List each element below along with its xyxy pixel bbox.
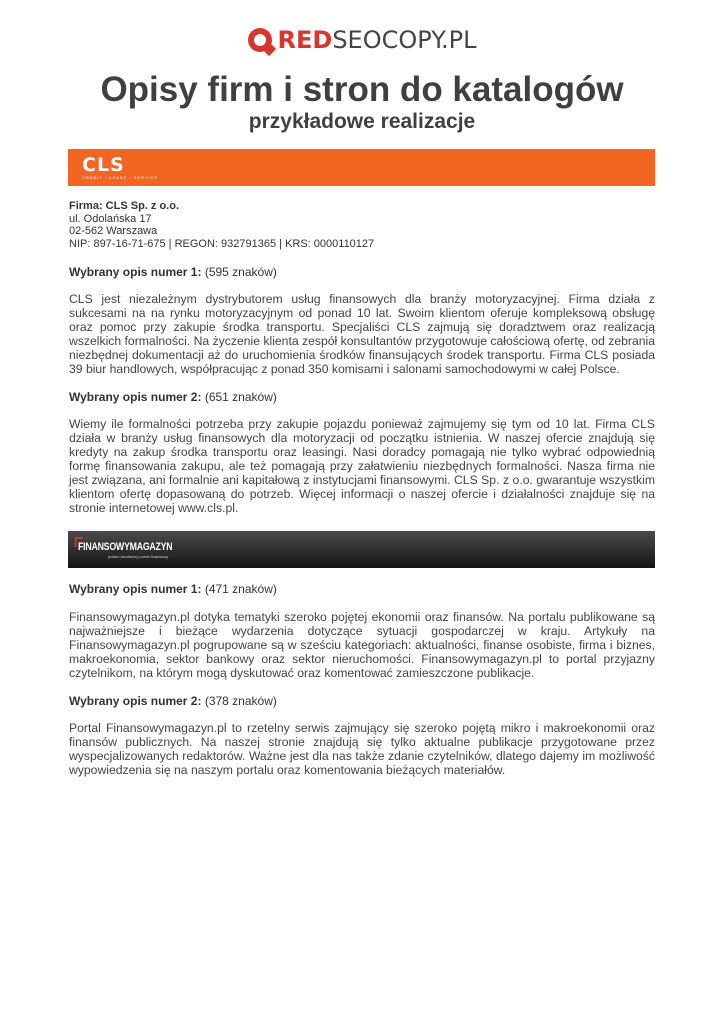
page-subtitle: przykładowe realizacje [248,110,476,133]
desc-label: Wybrany opis numer 2: [69,390,202,404]
cls-tagline: CREDIT · LEASE · SERVICE [82,175,159,180]
company-info [69,200,655,250]
logo-text-red: RED [277,26,333,54]
logo-text [278,26,477,54]
page-title: Opisy firm i stron do katalogów [100,70,624,109]
cls-desc1-heading [69,265,655,279]
finansowymagazyn-banner [68,531,655,568]
company-name: Firma: CLS Sp. z o.o. [69,200,180,212]
desc-label: Wybrany opis numer 1: [69,265,202,279]
fin-desc1-text: Finansowymagazyn.pl dotyka tematyki szeroko pojętej ekonomii oraz finansów. Na portalu publikowane są najważniejsze i bieżące wydarzenia dotyczące sytuacji gospodarczej w kraju. Artykuły na Finansowymagazyn.pl pogrupowane są w sześciu kategoriach: aktualności, finanse osobiste, firma i biznes, makroekonomia, sektor bankowy oraz sektor nieruchomości. Finansowymagazyn.pl to portal przyjazny czytelnikom, na którym mogą dyskutować oraz komentować zamieszczone publikacje. [69,610,655,680]
company-registry: NIP: 897-16-71-675 | REGON: 932791365 | KRS: 0000110127 [69,237,375,250]
cls-desc1-text: CLS jest niezależnym dystrybutorem usług finansowych dla branży motoryzacyjnej. Firma działa z sukcesami na na rynku motoryzacyjnym od ponad 10 lat. Swoim klientom oferuje kompleksową obsługę oraz pomoc przy zakupie środka transportu. Specjaliści CLS zajmują się doradztwem oraz realizacją wszelkich formalności. Na życzenie klienta zespół konsultantów przygotowuje całościową ofertę, od zebrania niezbędnej dokumentacji aż do uruchomienia środków finansujących środek transportu. Firma CLS posiada 39 biur handlowych, współpracując z ponad 350 komisami i salonami samochodowymi w całej Polsce. [69,292,655,376]
redseocopy-logo [0,26,724,54]
fin-desc2-heading [69,694,655,708]
cls-desc2-heading [69,390,655,404]
char-count: (471 znaków) [204,582,277,596]
desc-label: Wybrany opis numer 2: [69,694,202,708]
finansowymagazyn-tagline: polski niezależny portal finansowy [108,554,169,559]
company-street: ul. Odolańska 17 [69,212,152,225]
redseocopy-logo-icon [248,28,272,52]
cls-banner [68,149,655,186]
company-city: 02-562 Warszawa [69,225,158,237]
fin-desc2-text: Portal Finansowymagazyn.pl to rzetelny serwis zajmujący się szeroko pojętą mikro i makroekonomii oraz finansów publicznych. Na naszej stronie znajdują się tylko aktualne publikacje przygotowane przez wyspecjalizowanych redaktorów. Ważne jest dla nas także zdanie czytelników, dlatego dajemy im możliwość wypowiedzenia się na naszym portalu oraz komentowania bieżących materiałów. [69,721,655,777]
cls-logo: CLS [82,154,125,176]
char-count: (378 znaków) [204,694,277,708]
fin-desc1-heading [69,582,655,596]
finansowymagazyn-logo: FINANSOWYMAGAZYN [78,541,173,553]
char-count: (595 znaków) [204,265,277,279]
char-count: (651 znaków) [204,390,277,404]
desc-label: Wybrany opis numer 1: [69,582,202,596]
cls-desc2-text: Wiemy ile formalności potrzeba przy zakupie pojazdu ponieważ zajmujemy się tym od 10 lat. Firma CLS działa w branży usług finansowych dla motoryzacji od początku istnienia. W naszej ofercie znajdują się kredyty na zakup środka transportu oraz leasingi. Nasi doradcy pomagają nie tylko wybrać odpowiednią formę finansowania zakupu, ale też pomagają przy załatwieniu niezbędnych formalności. Nasza firma nie jest związana, ani formalnie ani kapitałową z instytucjami finansowymi. CLS Sp. z o.o. gwarantuje wszystkim klientom ofertę dopasowaną do potrzeb. Więcej informacji o naszej ofercie i działalności znajduje się na stronie internetowej www.cls.pl. [69,417,655,515]
logo-text-rest: SEOCOPY.PL [332,26,477,54]
